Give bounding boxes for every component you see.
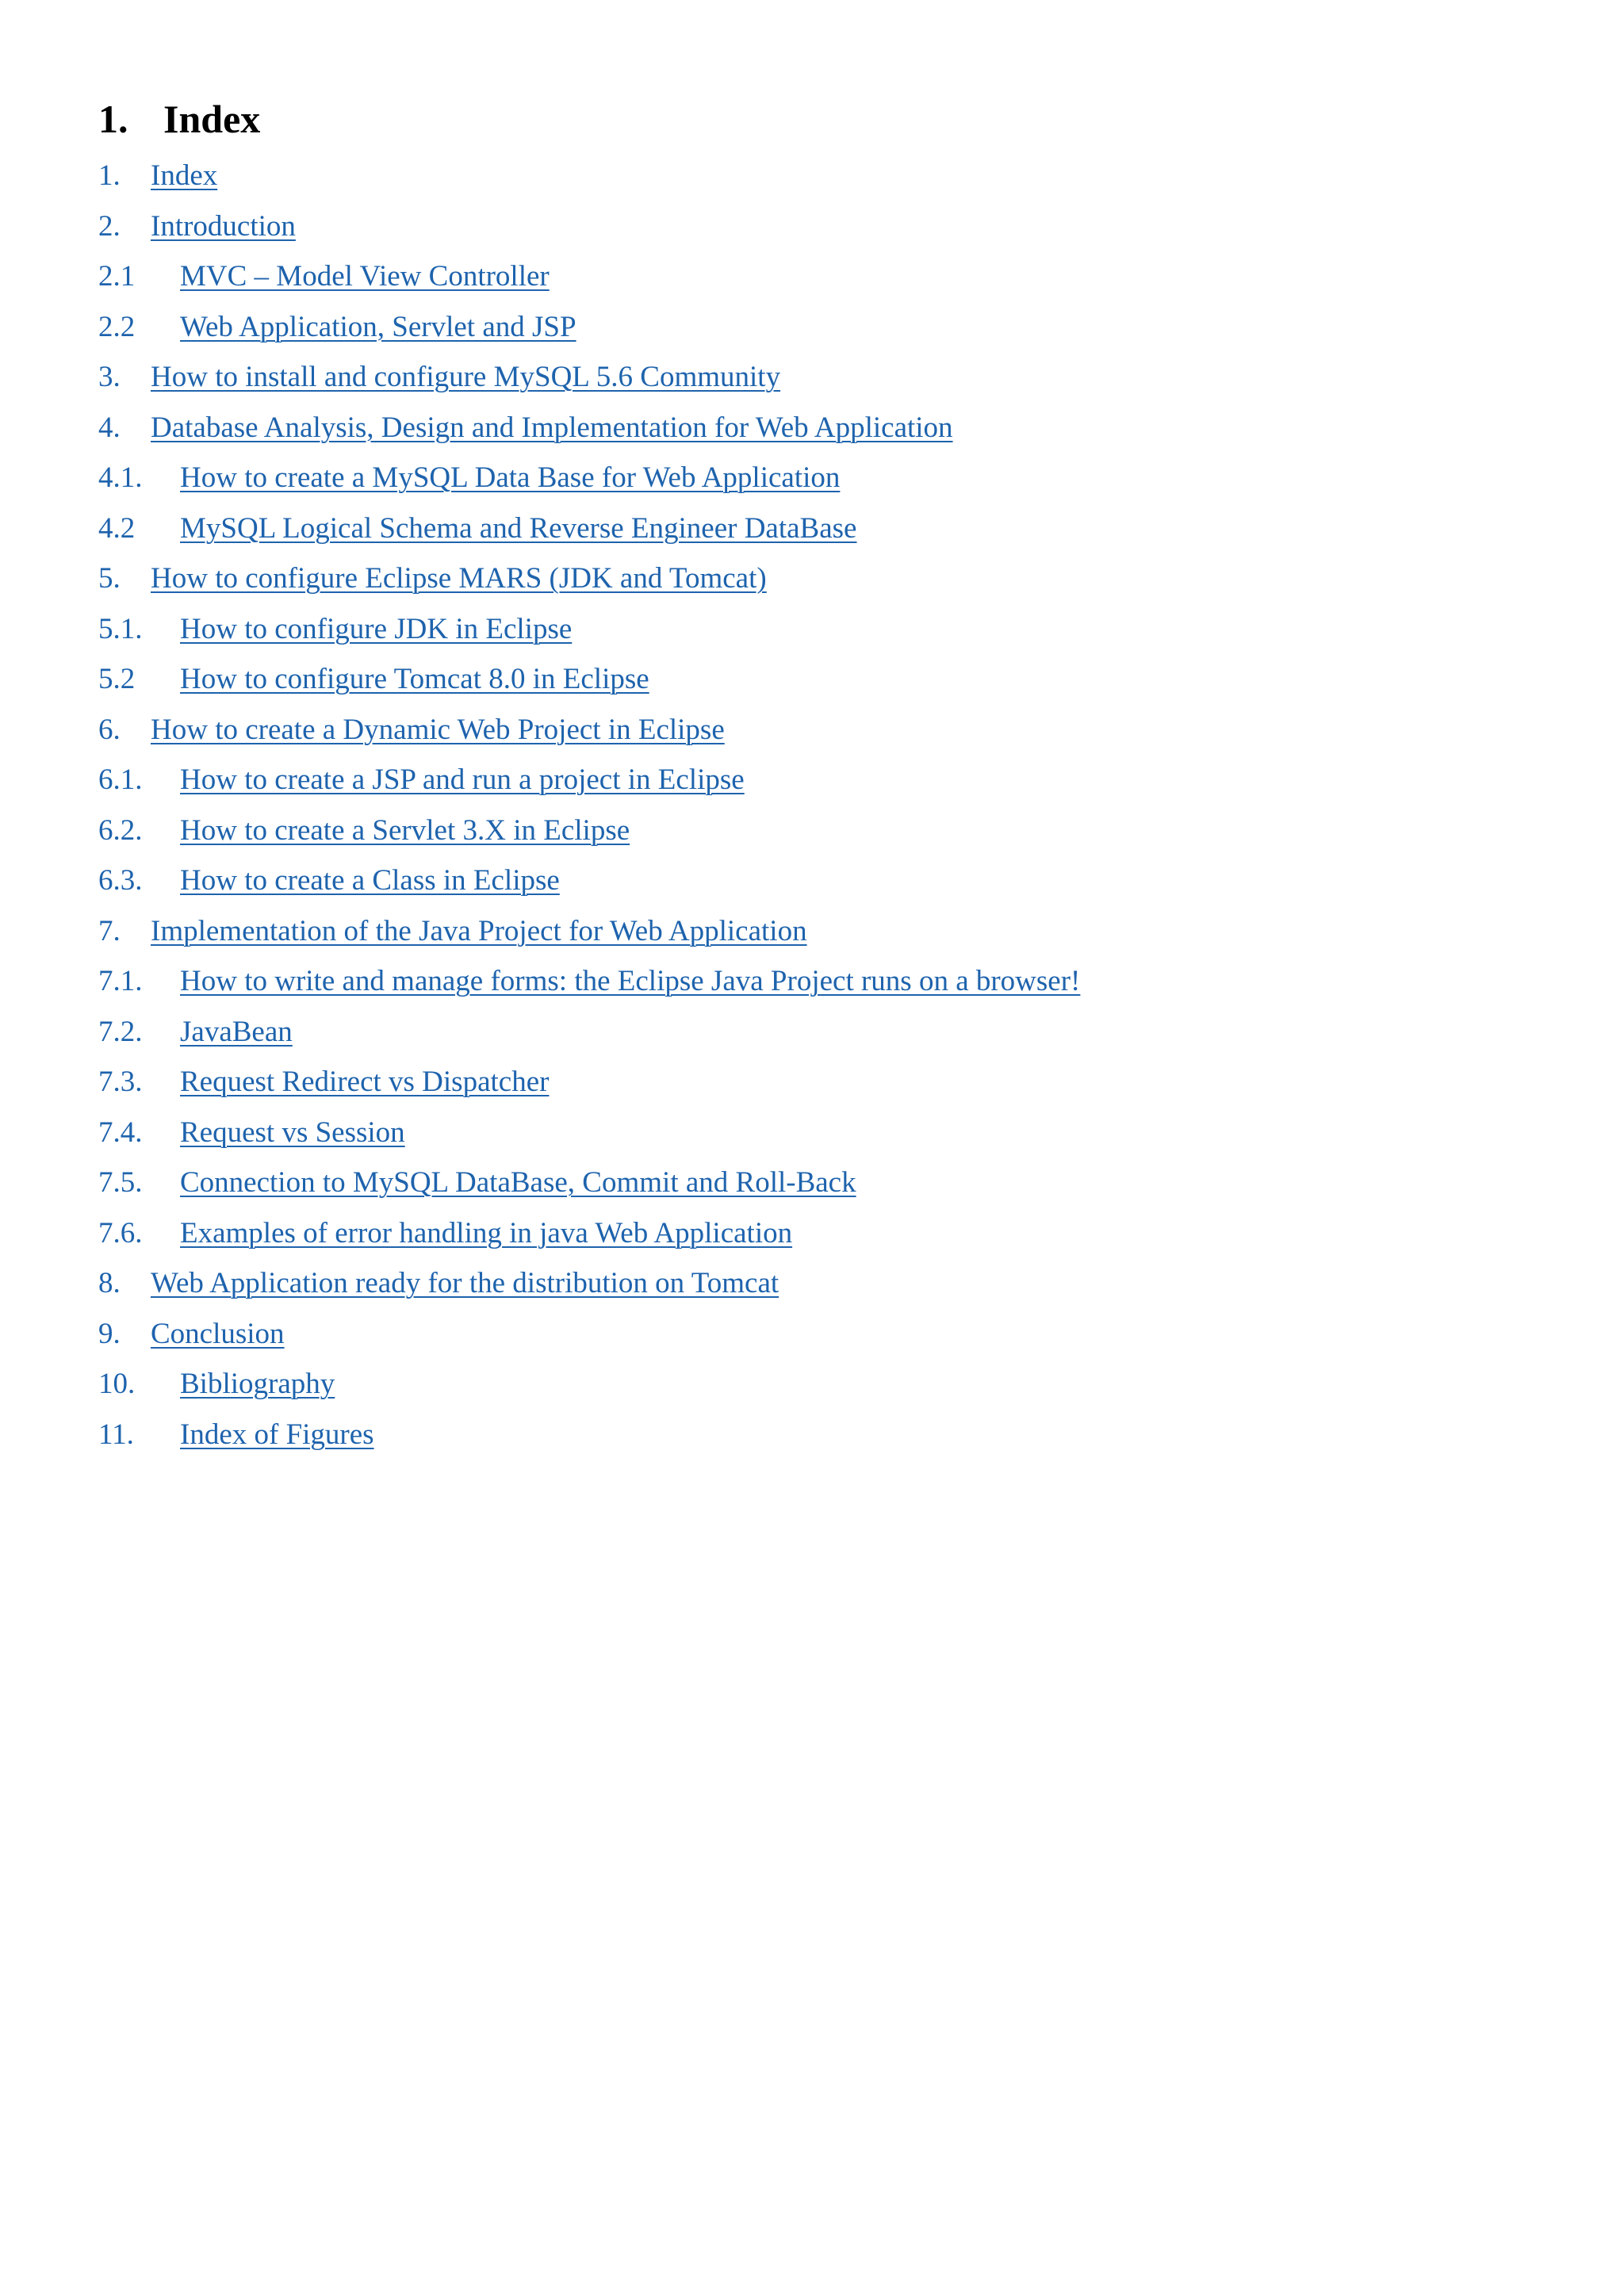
toc-link[interactable] — [98, 411, 953, 444]
toc-entry-title: Introduction — [151, 209, 296, 243]
toc-entry-title: Index — [151, 159, 218, 192]
toc-link[interactable] — [98, 763, 745, 796]
toc-link[interactable] — [98, 663, 649, 695]
toc-link[interactable] — [98, 1318, 285, 1350]
toc-link[interactable] — [98, 714, 725, 746]
toc-entry — [98, 1309, 1080, 1360]
toc-entry — [98, 755, 1080, 806]
toc-entry-title: How to install and configure MySQL 5.6 Community — [151, 361, 781, 393]
toc-entry-title: How to create a Dynamic Web Project in Eclipse — [151, 713, 725, 746]
toc-entry-number: 7.1. — [98, 965, 143, 997]
toc-entry-number: 9. — [98, 1317, 121, 1350]
toc-entry — [98, 151, 1080, 201]
toc-entry-title: How to create a Class in Eclipse — [180, 864, 560, 897]
toc-link[interactable] — [98, 562, 767, 595]
toc-entry — [98, 604, 1080, 655]
page-title-text: Index — [163, 97, 261, 141]
toc-entry-number: 11. — [98, 1418, 134, 1451]
toc-entry-number: 10. — [98, 1368, 136, 1400]
toc-entry-number: 1. — [98, 159, 121, 192]
toc-entry — [98, 302, 1080, 353]
toc-entry-number: 7.2. — [98, 1015, 143, 1048]
toc-entry-title: Index of Figures — [180, 1418, 374, 1451]
toc-entry — [98, 1158, 1080, 1208]
toc-entry — [98, 251, 1080, 302]
toc-link[interactable] — [98, 461, 840, 494]
toc-entry-number: 4.1. — [98, 461, 143, 494]
toc-link[interactable] — [98, 1418, 374, 1451]
toc-entry-number: 6.3. — [98, 864, 143, 897]
toc-entry — [98, 705, 1080, 756]
toc-entry-title: MVC – Model View Controller — [180, 260, 550, 293]
toc-entry-number: 7. — [98, 914, 121, 947]
toc-entry-title: MySQL Logical Schema and Reverse Engineer DataBase — [180, 511, 857, 545]
toc-entry-title: Web Application ready for the distribution on Tomcat — [151, 1267, 779, 1299]
toc-entry-number: 3. — [98, 361, 121, 393]
toc-entry — [98, 1057, 1080, 1108]
toc-link[interactable] — [98, 1116, 405, 1149]
toc-link[interactable] — [98, 311, 576, 343]
toc-link[interactable] — [98, 1166, 856, 1199]
toc-entry — [98, 1410, 1080, 1460]
page-title — [98, 94, 260, 144]
toc-link[interactable] — [98, 1217, 792, 1249]
toc-entry-title: Connection to MySQL DataBase, Commit and Roll-Back — [180, 1166, 856, 1199]
toc-entry-title: How to create a Servlet 3.X in Eclipse — [180, 813, 630, 847]
toc-link[interactable] — [98, 512, 856, 545]
toc-entry-number: 2. — [98, 209, 121, 243]
toc-link[interactable] — [98, 814, 630, 847]
toc-entry — [98, 1108, 1080, 1158]
toc-link[interactable] — [98, 260, 550, 293]
toc-link[interactable] — [98, 1368, 335, 1400]
toc-entry-number: 7.5. — [98, 1166, 143, 1199]
toc-entry-title: Conclusion — [151, 1317, 285, 1350]
toc-link[interactable] — [98, 361, 780, 393]
toc-link[interactable] — [98, 915, 807, 947]
toc-entry — [98, 1007, 1080, 1058]
toc-entry-title: Web Application, Servlet and JSP — [180, 310, 576, 343]
toc-entry — [98, 956, 1080, 1007]
toc-entry-number: 6. — [98, 713, 121, 746]
toc-link[interactable] — [98, 1016, 293, 1048]
toc-entry-number: 5. — [98, 562, 121, 595]
toc-entry-title: Database Analysis, Design and Implementation for Web Application — [151, 411, 953, 444]
toc-entry — [98, 1359, 1080, 1410]
toc-link[interactable] — [98, 210, 296, 243]
toc-entry-title: How to configure JDK in Eclipse — [180, 612, 573, 645]
toc-entry — [98, 1208, 1080, 1259]
toc-entry-title: JavaBean — [180, 1015, 293, 1048]
toc-link[interactable] — [98, 965, 1080, 997]
toc-entry — [98, 201, 1080, 252]
page-title-number: 1. — [98, 97, 128, 141]
toc-link[interactable] — [98, 864, 560, 897]
table-of-contents — [98, 151, 1080, 1460]
toc-link[interactable] — [98, 1267, 779, 1299]
toc-entry-title: How to create a MySQL Data Base for Web Application — [180, 461, 841, 494]
toc-entry-number: 7.6. — [98, 1216, 143, 1249]
toc-entry — [98, 806, 1080, 856]
toc-entry — [98, 654, 1080, 705]
toc-entry-number: 5.2 — [98, 663, 136, 695]
toc-entry-number: 4.2 — [98, 511, 136, 545]
toc-entry — [98, 352, 1080, 403]
toc-entry-title: Request Redirect vs Dispatcher — [180, 1066, 550, 1098]
toc-entry-title: How to write and manage forms: the Eclipse Java Project runs on a browser! — [180, 965, 1081, 997]
toc-link[interactable] — [98, 613, 572, 645]
toc-entry — [98, 553, 1080, 604]
toc-link[interactable] — [98, 159, 217, 192]
toc-entry-number: 2.1 — [98, 260, 136, 293]
toc-entry-number: 7.4. — [98, 1115, 143, 1149]
toc-entry-number: 2.2 — [98, 310, 136, 343]
toc-entry-number: 7.3. — [98, 1066, 143, 1098]
toc-entry-number: 6.1. — [98, 763, 143, 796]
toc-entry-title: Examples of error handling in java Web Application — [180, 1216, 793, 1249]
toc-entry — [98, 453, 1080, 503]
toc-entry-title: How to configure Eclipse MARS (JDK and Tomcat) — [151, 562, 767, 595]
toc-entry — [98, 503, 1080, 554]
toc-entry — [98, 1258, 1080, 1309]
toc-entry-title: How to configure Tomcat 8.0 in Eclipse — [180, 663, 649, 695]
toc-entry — [98, 906, 1080, 957]
toc-entry-title: Request vs Session — [180, 1115, 405, 1149]
toc-entry-number: 4. — [98, 411, 121, 444]
toc-entry-title: Implementation of the Java Project for Web Application — [151, 914, 807, 947]
toc-entry-title: How to create a JSP and run a project in Eclipse — [180, 763, 745, 796]
toc-entry — [98, 855, 1080, 906]
toc-entry-number: 5.1. — [98, 612, 143, 645]
toc-entry-number: 6.2. — [98, 813, 143, 847]
toc-entry-title: Bibliography — [180, 1368, 335, 1400]
toc-entry-number: 8. — [98, 1267, 121, 1299]
toc-link[interactable] — [98, 1066, 549, 1098]
toc-entry — [98, 403, 1080, 453]
